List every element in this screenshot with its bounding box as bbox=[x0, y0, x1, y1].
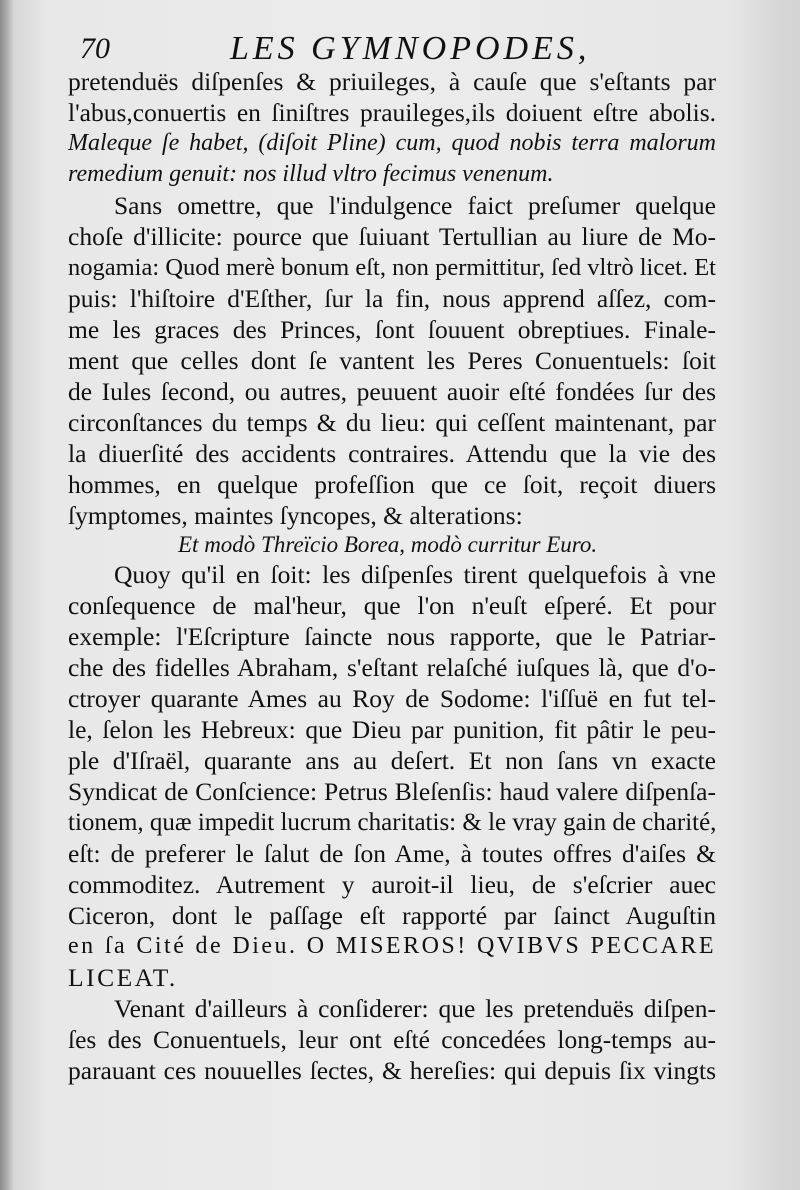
text-line: tionem, quæ impedit lucrum charitatis: & le vray gain de charité, bbox=[68, 809, 717, 836]
text-line: en ſa Cité de Dieu. O MISEROS! QVIBVS PECCARE bbox=[68, 933, 716, 959]
text-line: choſe d'illicite: pource que ſuiuant Tertullian au liure de Mo- bbox=[68, 222, 716, 251]
text-line: circonſtances du temps & du lieu: qui ceſſent maintenant, par bbox=[68, 408, 716, 437]
text-line: hommes, en quelque profeſſion que ce ſoit, reçoit diuers bbox=[68, 470, 716, 499]
body-text bbox=[68, 66, 716, 1086]
text-line: Quoy qu'il en ſoit: les diſpenſes tirent quelquefois à vne bbox=[114, 560, 716, 589]
text-line: commoditez. Autrement y auroit-il lieu, de s'eſcrier auec bbox=[68, 870, 716, 899]
text-line: pretenduës diſpenſes & priuileges, à cauſe que s'eſtants par bbox=[68, 67, 716, 96]
text-line: ment que celles dont ſe vantent les Peres Conuentuels: ſoit bbox=[68, 346, 716, 375]
text-line: parauant ces nouuelles ſectes, & hereſies: qui depuis ſix vingts bbox=[68, 1056, 716, 1085]
page-header bbox=[80, 28, 720, 68]
text-line: LICEAT. bbox=[68, 963, 178, 992]
text-line: Maleque ſe habet, (diſoit Pline) cum, quod nobis terra malorum bbox=[68, 130, 716, 156]
text-line: che des fidelles Abraham, s'eſtant relaſché iuſques là, que d'o- bbox=[68, 653, 716, 682]
text-line: de Iules ſecond, ou autres, peuuent auoir eſté fondées ſur des bbox=[68, 377, 716, 406]
text-line: ſes des Conuentuels, leur ont eſté concedées long-temps au- bbox=[68, 1025, 716, 1054]
text-line: ctroyer quarante Ames au Roy de Sodome: l'iſſuë en fut tel- bbox=[68, 684, 716, 713]
text-line: conſequence de mal'heur, que l'on n'euſt eſperé. Et pour bbox=[68, 591, 716, 620]
text-line: puis: l'hiſtoire d'Eſther, ſur la fin, nous apprend aſſez, com- bbox=[68, 284, 716, 313]
page-number: 70 bbox=[80, 32, 110, 65]
text-line: me les graces des Princes, ſont ſouuent obreptiues. Finale- bbox=[68, 315, 716, 344]
text-line: la diuerſité des accidents contraires. Attendu que la vie des bbox=[68, 439, 716, 468]
text-line: Sans omettre, que l'indulgence faict preſumer quelque bbox=[114, 191, 716, 220]
text-line: ſymptomes, maintes ſyncopes, & alterations: bbox=[68, 501, 523, 530]
verse-quotation: Et modò Threïcio Borea, modò curritur Euro. bbox=[178, 532, 598, 557]
text-line: le, ſelon les Hebreux: que Dieu par punition, fit pâtir le peu- bbox=[68, 715, 716, 744]
facing-page-bleed bbox=[730, 0, 800, 1190]
text-line: nogamia: Quod merè bonum eſt, non permittitur, ſed vltrò licet. Et bbox=[68, 254, 716, 281]
text-line: Syndicat de Conſcience: Petrus Bleſenſis: haud valere diſpenſa- bbox=[68, 777, 716, 806]
text-line: l'abus,conuertis en ſiniſtres prauileges,ils doiuent eſtre abolis. bbox=[68, 98, 716, 127]
text-line: eſt: de preferer le ſalut de ſon Ame, à toutes offres d'aiſes & bbox=[68, 839, 716, 868]
text-line: Ciceron, dont le paſſage eſt rapporté par ſainct Auguſtin bbox=[68, 901, 716, 930]
text-line: ple d'Iſraël, quarante ans au deſert. Et non ſans vn exacte bbox=[68, 746, 716, 775]
running-title: LES GYMNOPODES, bbox=[230, 30, 591, 67]
text-line: exemple: l'Eſcripture ſaincte nous rapporte, que le Patriar- bbox=[68, 622, 716, 651]
text-line: remedium genuit: nos illud vltro fecimus venenum. bbox=[68, 161, 554, 187]
text-line: Venant d'ailleurs à conſiderer: que les pretenduës diſpen- bbox=[114, 994, 716, 1023]
